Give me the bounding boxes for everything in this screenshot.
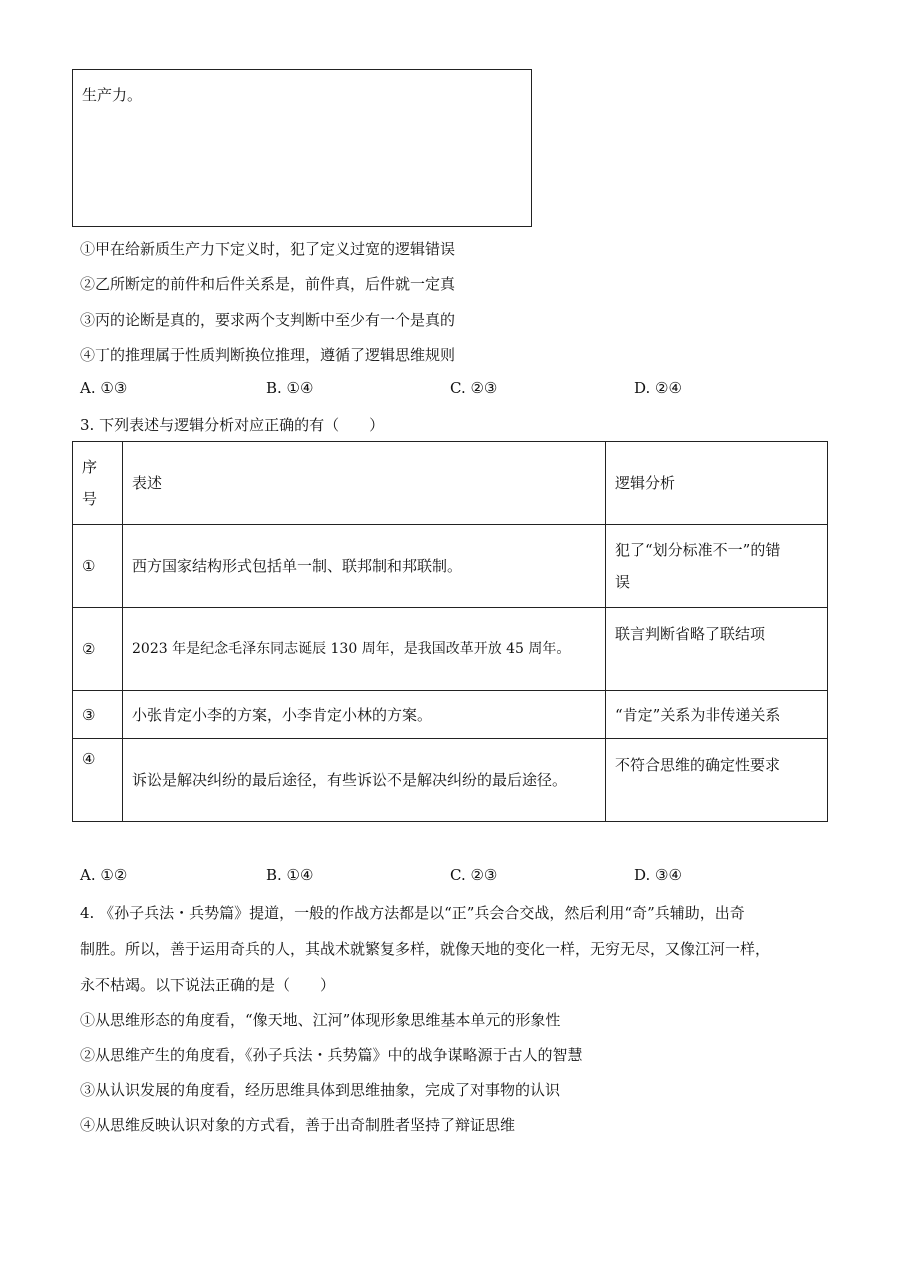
- q2-statement-3: ③丙的论断是真的，要求两个支判断中至少有一个是真的: [80, 311, 456, 329]
- q2-option-c[interactable]: C. ②③: [450, 379, 498, 397]
- q3-row-analysis: 犯了“划分标准不一”的错 误: [606, 525, 828, 608]
- q4-statement-3: ③从认识发展的角度看，经历思维具体到思维抽象，完成了对事物的认识: [80, 1081, 561, 1099]
- q2-statement-1: ①甲在给新质生产力下定义时，犯了定义过宽的逻辑错误: [80, 240, 456, 258]
- q3-row-analysis: “肯定”关系为非传递关系: [606, 691, 828, 739]
- q3-stem: 3. 下列表述与逻辑分析对应正确的有（ ）: [80, 416, 385, 434]
- q4-statement-1: ①从思维形态的角度看，“像天地、江河”体现形象思维基本单元的形象性: [80, 1011, 561, 1029]
- material-box-text: 生产力。: [82, 86, 143, 104]
- q3-row-no: ④: [73, 739, 123, 822]
- q3-options: [80, 866, 800, 890]
- q3-option-d[interactable]: D. ③④: [634, 866, 682, 884]
- q4-stem-line-2: 制胜。所以，善于运用奇兵的人，其战术就繁复多样，就像天地的变化一样，无穷无尽，又像江河一样，: [80, 940, 771, 958]
- q3-option-a[interactable]: A. ①②: [80, 866, 128, 884]
- q4-stem-line-3: 永不枯竭。以下说法正确的是（ ）: [80, 976, 336, 994]
- q3-row-statement: 小张肯定小李的方案，小李肯定小林的方案。: [123, 691, 606, 739]
- q3-option-c[interactable]: C. ②③: [450, 866, 498, 884]
- q3-row-analysis: 不符合思维的确定性要求: [606, 739, 828, 822]
- q3-row-no: ②: [73, 608, 123, 691]
- q2-option-a[interactable]: A. ①③: [80, 379, 128, 397]
- question-2-material-box: [72, 69, 532, 227]
- q2-options: [80, 379, 800, 403]
- q3-row-statement: 诉讼是解决纠纷的最后途径，有些诉讼不是解决纠纷的最后途径。: [123, 739, 606, 822]
- table-row: [73, 608, 828, 691]
- q3-header-statement: 表述: [123, 442, 606, 525]
- q3-header-row: [73, 442, 828, 525]
- q3-row-statement: 2023 年是纪念毛泽东同志诞辰 130 周年，是我国改革开放 45 周年。: [123, 608, 606, 691]
- q2-option-b[interactable]: B. ①④: [266, 379, 314, 397]
- q3-header-analysis: 逻辑分析: [606, 442, 828, 525]
- q3-row-analysis: 联言判断省略了联结项: [606, 608, 828, 691]
- table-row: [73, 525, 828, 608]
- q4-statement-4: ④从思维反映认识对象的方式看，善于出奇制胜者坚持了辩证思维: [80, 1116, 516, 1134]
- q4-stem-line-1: 4. 《孙子兵法・兵势篇》提道，一般的作战方法都是以“正”兵会合交战，然后利用“奇”兵辅助，出奇: [80, 904, 745, 922]
- q4-statement-2: ②从思维产生的角度看，《孙子兵法・兵势篇》中的战争谋略源于古人的智慧: [80, 1046, 583, 1064]
- q3-table: [72, 441, 828, 822]
- q2-statement-4: ④丁的推理属于性质判断换位推理，遵循了逻辑思维规则: [80, 346, 456, 364]
- q3-row-no: ③: [73, 691, 123, 739]
- q3-row-no: ①: [73, 525, 123, 608]
- q3-option-b[interactable]: B. ①④: [266, 866, 314, 884]
- table-row: [73, 691, 828, 739]
- q2-option-d[interactable]: D. ②④: [634, 379, 682, 397]
- q3-header-no: 序 号: [73, 442, 123, 525]
- q3-row-statement: 西方国家结构形式包括单一制、联邦制和邦联制。: [123, 525, 606, 608]
- table-row: [73, 739, 828, 822]
- q2-statement-2: ②乙所断定的前件和后件关系是，前件真，后件就一定真: [80, 275, 456, 293]
